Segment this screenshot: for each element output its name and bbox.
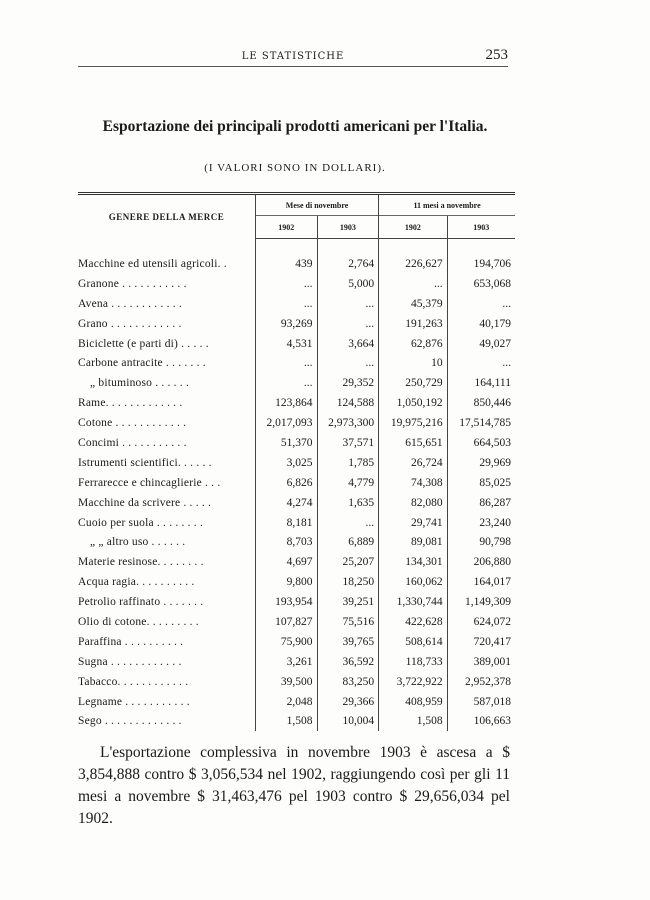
table-row [78,513,515,533]
value-cell: 164,111 [447,373,515,393]
value-cell: ... [447,353,515,373]
value-cell: 206,880 [447,552,515,572]
table-row [78,274,515,294]
row-label: Sugna . . . . . . . . . . . . [78,655,182,668]
table-row [78,711,515,731]
running-header [78,48,508,67]
col-header-year: 1903 [317,216,379,239]
row-label: Legname . . . . . . . . . . . [78,695,190,708]
value-cell: 4,779 [317,473,379,493]
table-row [78,334,515,354]
row-label: Granone . . . . . . . . . . . [78,277,187,290]
row-label: Cotone . . . . . . . . . . . . [78,417,187,430]
value-cell: 29,352 [317,373,379,393]
value-cell: 8,703 [256,532,318,552]
value-cell: ... [317,294,379,314]
row-label: Petrolio raffinato . . . . . . . [78,596,204,609]
table-row [78,692,515,712]
table-row [78,254,515,274]
value-cell: ... [317,353,379,373]
value-cell: 624,072 [447,612,515,632]
value-cell: 49,027 [447,334,515,354]
value-cell: ... [256,294,318,314]
col-header-year: 1902 [379,216,447,239]
value-cell: 23,240 [447,513,515,533]
col-group-novembre: Mese di novembre [256,194,379,216]
row-label: Acqua ragia. . . . . . . . . . [78,576,195,589]
value-cell: 82,080 [379,493,447,513]
row-label: Biciclette (e parti di) . . . . . [78,337,209,350]
row-label: Cuoio per suola . . . . . . . . [78,516,204,529]
value-cell: 194,706 [447,254,515,274]
col-header-genere: GENERE DELLA MERCE [78,194,256,239]
value-cell: 39,765 [317,632,379,652]
table-row [78,572,515,592]
value-cell: 664,503 [447,433,515,453]
value-cell: 4,697 [256,552,318,572]
value-cell: ... [379,274,447,294]
value-cell: 2,973,300 [317,413,379,433]
table-row [78,353,515,373]
value-cell: 51,370 [256,433,318,453]
value-cell: 62,876 [379,334,447,354]
value-cell: ... [256,353,318,373]
table-row [78,314,515,334]
row-label: Concimi . . . . . . . . . . . [78,436,187,449]
value-cell: 3,664 [317,334,379,354]
value-cell: 1,149,309 [447,592,515,612]
col-group-11-mesi: 11 mesi a novembre [379,194,515,216]
value-cell: 17,514,785 [447,413,515,433]
table-title: Esportazione dei principali prodotti americani per l'Italia. [102,118,488,135]
value-cell: 850,446 [447,393,515,413]
page-number: 253 [485,47,508,63]
value-cell: 26,724 [379,453,447,473]
row-label: Rame. . . . . . . . . . . . . [78,397,183,410]
value-cell: 6,826 [256,473,318,493]
export-table [78,192,515,731]
value-cell: 83,250 [317,672,379,692]
value-cell: 123,864 [256,393,318,413]
value-cell: 106,663 [447,711,515,731]
table-row [78,552,515,572]
value-cell: 5,000 [317,274,379,294]
value-cell: 6,889 [317,532,379,552]
col-header-year: 1903 [447,216,515,239]
value-cell: 40,179 [447,314,515,334]
value-cell: 587,018 [447,692,515,712]
value-cell: 3,025 [256,453,318,473]
row-label: Avena . . . . . . . . . . . . [78,297,182,310]
value-cell: 191,263 [379,314,447,334]
value-cell: 193,954 [256,592,318,612]
value-cell: 2,764 [317,254,379,274]
value-cell: 720,417 [447,632,515,652]
value-cell: 25,207 [317,552,379,572]
row-label: Macchine ed utensili agricoli. . [78,257,227,270]
value-cell: 29,366 [317,692,379,712]
value-cell: 2,017,093 [256,413,318,433]
value-cell: 422,628 [379,612,447,632]
value-cell: 3,722,922 [379,672,447,692]
value-cell: 19,975,216 [379,413,447,433]
value-cell: 1,508 [256,711,318,731]
value-cell: ... [317,513,379,533]
running-title: LE STATISTICHE [241,51,345,62]
value-cell: 10,004 [317,711,379,731]
value-cell: ... [317,314,379,334]
row-label: Ferrarecce e chincaglierie . . . [78,476,221,489]
row-label: Carbone antracite . . . . . . . [78,357,206,370]
table-subtitle: (I VALORI SONO IN DOLLARI). [204,162,386,174]
table-row [78,294,515,314]
value-cell: 408,959 [379,692,447,712]
value-cell: 1,508 [379,711,447,731]
value-cell: 615,651 [379,433,447,453]
table-row [78,493,515,513]
row-label: Sego . . . . . . . . . . . . . [78,715,182,728]
value-cell: 39,500 [256,672,318,692]
table-row [78,672,515,692]
value-cell: 45,379 [379,294,447,314]
row-label: Olio di cotone. . . . . . . . . [78,615,199,628]
value-cell: 39,251 [317,592,379,612]
value-cell: 18,250 [317,572,379,592]
value-cell: 439 [256,254,318,274]
value-cell: 164,017 [447,572,515,592]
value-cell: 389,001 [447,652,515,672]
value-cell: ... [256,373,318,393]
value-cell: 653,068 [447,274,515,294]
value-cell: 2,048 [256,692,318,712]
value-cell: 1,050,192 [379,393,447,413]
value-cell: 74,308 [379,473,447,493]
row-label: „ bituminoso . . . . . . [90,377,190,390]
value-cell: 118,733 [379,652,447,672]
value-cell: 29,969 [447,453,515,473]
value-cell: 85,025 [447,473,515,493]
value-cell: 75,900 [256,632,318,652]
value-cell: 36,592 [317,652,379,672]
row-label: Materie resinose. . . . . . . . [78,556,204,569]
value-cell: 89,081 [379,532,447,552]
table-row [78,453,515,473]
value-cell: 86,287 [447,493,515,513]
value-cell: 1,330,744 [379,592,447,612]
table-row [78,373,515,393]
table-row [78,652,515,672]
table-row [78,612,515,632]
row-label: Tabacco. . . . . . . . . . . . [78,675,189,688]
value-cell: 2,952,378 [447,672,515,692]
value-cell: 107,827 [256,612,318,632]
col-header-year: 1902 [256,216,318,239]
table-row [78,473,515,493]
value-cell: 160,062 [379,572,447,592]
value-cell: 90,798 [447,532,515,552]
value-cell: 9,800 [256,572,318,592]
value-cell: 1,785 [317,453,379,473]
table-row [78,433,515,453]
value-cell: ... [256,274,318,294]
value-cell: 4,274 [256,493,318,513]
value-cell: 10 [379,353,447,373]
table-row [78,532,515,552]
value-cell: 3,261 [256,652,318,672]
row-label: Macchine da scrivere . . . . . [78,496,212,509]
value-cell: ... [447,294,515,314]
row-label: Paraffina . . . . . . . . . . [78,635,184,648]
table-row [78,632,515,652]
value-cell: 29,741 [379,513,447,533]
value-cell: 134,301 [379,552,447,572]
value-cell: 75,516 [317,612,379,632]
value-cell: 37,571 [317,433,379,453]
table-row [78,592,515,612]
table-row [78,413,515,433]
value-cell: 226,627 [379,254,447,274]
summary-paragraph: L'esportazione complessiva in novembre 1903 è ascesa a $ 3,854,888 contro $ 3,056,534 nel 1902, raggiungendo così per gli 11 mesi a novembre $ 31,463,476 pel 1903 contro $ 29,656,034 pel 1902. [78,744,510,827]
value-cell: 1,635 [317,493,379,513]
row-label: Grano . . . . . . . . . . . . [78,317,182,330]
table-row [78,393,515,413]
value-cell: 4,531 [256,334,318,354]
value-cell: 124,588 [317,393,379,413]
value-cell: 508,614 [379,632,447,652]
row-label: Istrumenti scientifici. . . . . . [78,456,212,469]
value-cell: 93,269 [256,314,318,334]
value-cell: 8,181 [256,513,318,533]
row-label: „ „ altro uso . . . . . . [90,536,186,549]
value-cell: 250,729 [379,373,447,393]
